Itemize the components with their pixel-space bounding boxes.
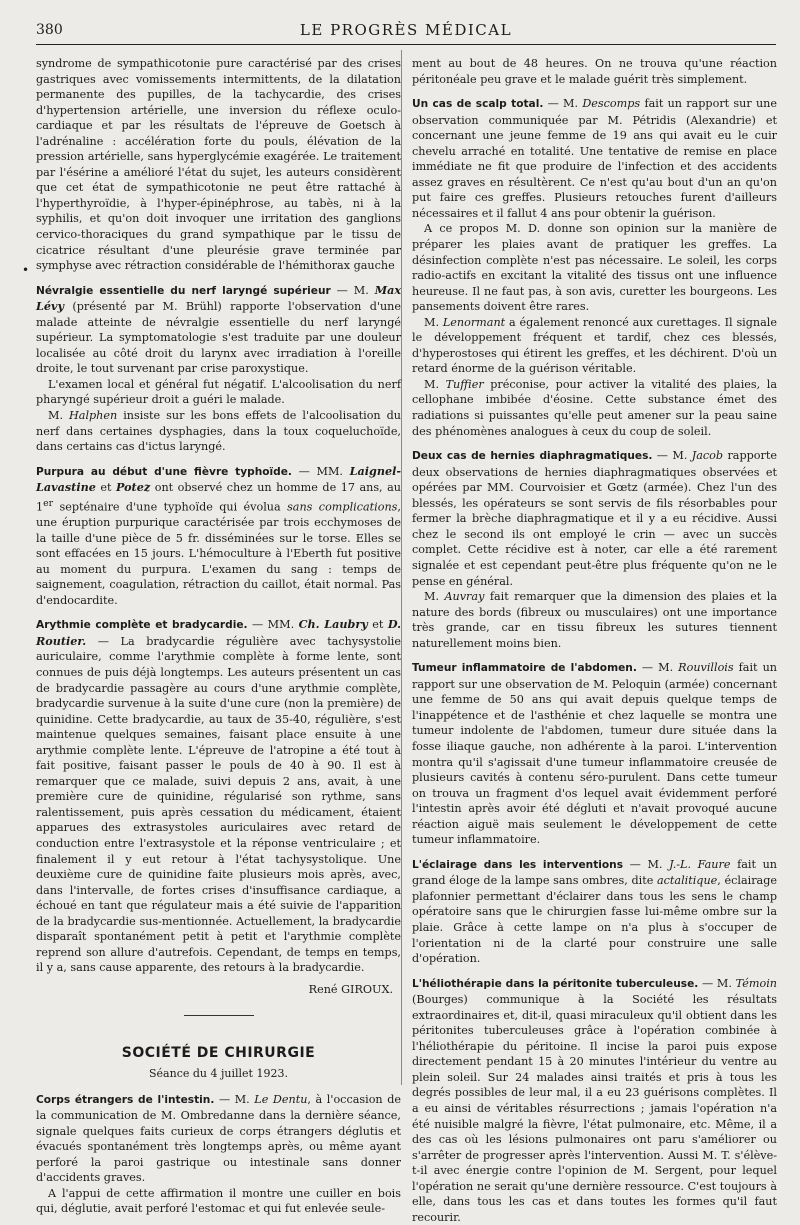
hernies-section [412, 448, 777, 589]
corps-para2: A l'appui de cette affirmation il montre une cuiller en bois qui, déglutie, avait perforé l'estomac et qui fut enlevée seule- [36, 1186, 401, 1216]
purpura-text-a: ont observé chez un homme de 17 ans, au 1 [36, 481, 401, 514]
scalp-para4 [412, 377, 777, 439]
tumeur-text: fait un rapport sur une observation de M. Peloquin (armée) concernant une femme de 50 ans qui avait depuis quelque temps de l'inappétence et de l'asthénie et chez laquelle se montra une tumeur indolente de l'abdomen, tumeur dure située dans la fosse iliaque gauche, non adhérente à la paroi. L'intervention montra qu'il s'agissait d'une tumeur inflammatoire creusée de plusieurs cavités à contenu séro-purulent. Dans cette tumeur on trouva un fragment d'os lequel avait évidemment perforé l'intestin après avoir été dégluti et n'avait provoqué aucune réaction aiguë mais seulement le développement de cette tumeur inflammatoire. [412, 661, 777, 847]
hernies-title: Deux cas de hernies diaphragmatiques. [412, 450, 653, 463]
running-head [36, 20, 776, 45]
purpura-italic: sans complications [287, 500, 398, 514]
hernies-text: rapporte deux observations de hernies diaphragmatiques observées et opérées par MM. Courvoisier et Gœtz (armée). Chez l'un des blessés, les opérateurs se sont servis de fils résorbables pour fermer la brèche diaphragmatique et il y a eu récidive. Aussi chez le second ils ont employé le crin — avec un succès complet. Cette récidive est à noter, car elle a été rarement signalée et est cependant peut-être plus fréquente qu'on ne le pense en général. [412, 449, 777, 588]
hernies-para2-text: fait remarquer que la dimension des plaies et la nature des bords (fibreux ou musculaires) ont une importance très grande, car en tissu fibreux les sutures tiennent naturellement moins bien. [412, 590, 777, 650]
right-column [412, 56, 777, 1225]
scalp-para4-text: préconise, pour activer la vitalité des plaies, la cellophane imbibée d'éosine. Cette substance émet des radiations si puissantes qu'elle peut amener sur la peau saine des phénomènes analogues à ceux du coup de soleil. [412, 377, 777, 438]
scalp-para3-text: a également renoncé aux curettages. Il signale le développement fréquent et tardif, chez ces blessés, d'hyperostoses qui étirent les greffes, et les déchirent. D'où un retard énorme de la guérison véritable. [412, 315, 777, 376]
helio-title: L'héliothérapie dans la péritonite tuberculeuse. [412, 977, 699, 990]
eclairage-text-a: fait un grand éloge de la lampe sans ombres, dite [412, 857, 777, 888]
arythmie-author1: Ch. Laubry [298, 617, 368, 632]
tumeur-title: Tumeur inflammatoire de l'abdomen. [412, 662, 637, 675]
corps-section [36, 1092, 401, 1186]
hernies-para2-prefix: M. [424, 590, 445, 604]
scalp-para2: A ce propos M. D. donne son opinion sur la manière de préparer les plaies avant de pratiquer les greffes. La désinfection complète n'est pas nécessaire. Le soleil, les corps radio-actifs en excitant la vitalité des tissus ont une influence heureuse. Il ne faut pas, à son avis, curetter les bourgeons. Les pansements doivent être rares. [412, 222, 777, 314]
arythmie-text: — La bradycardie régulière avec tachysystolie auriculaire, comme l'arythmie complète à forme lente, sont connues de puis déjà longtemps. Les auteurs présentent un cas de bradycardie passagère au cours d'une arythmie complète, bradycardie survenue à la suite d'une cure (non la première) de quinidine. Cette bradycardie, au taux de 35-40, régulière, s'est maintenue quelques semaines, faisant place ensuite à une arythmie complète lente. L'épreuve de l'atropine a été tout à fait positive, faisant passer le pouls de 40 à 90. Il est à remarquer que ce malade, suivi depuis 2 ans, avait, à une première cure de quinidine, régularisé son rythme, sans ralentissement, puis après cessation du médicament, étaient apparues des extrasystoles auriculaires avec retard de conduction entre l'extrasystole et la réponse ventriculaire ; et finalement il y eut retour à l'état tachysystolique. Une deuxième cure de quinidine faite plusieurs mois après, avec, dans l'intervalle, de fortes crises d'insuffisance cardiaque, a échoué en tant que régulateur mais a été suivie de l'apparition de la bradycardie sus-mentionnée. Actuellement, la bradycardie disparaît spontanément petit à petit et l'arythmie complète reprend son allure d'autrefois. Cependant, de temps en temps, il y a, sans cause apparente, des retours à la bradycardie. [36, 634, 401, 975]
scalp-para3-prefix: M. [424, 315, 443, 329]
society-date: Séance du 4 juillet 1923. [149, 1067, 288, 1080]
tumeur-author: Rouvillois [678, 661, 734, 675]
nevralgie-para3-text: insiste sur les bons effets de l'alcoolisation du nerf dans certaines dysphagies, dans la toux coqueluchoïde, dans certains cas d'ictus laryngé. [36, 409, 401, 454]
arythmie-and: et [367, 618, 388, 632]
eclairage-text-b: , éclairage plafonnier permettant d'éclairer dans tous les sens le champ opératoire sans que le chirurgien fasse lui-même ombre sur la plaie. Grâce à cette lampe on n'a plus à s'occuper de l'orientation ni de la clarté pour construire une salle d'opération. [412, 874, 777, 966]
scalp-dash: — M. [543, 97, 583, 111]
purpura-section [36, 464, 401, 609]
nevralgie-text: (présenté par M. Brühl) rapporte l'observation d'une malade atteinte de névralgie essentielle du nerf laryngé supérieur. La symptomatologie s'est traduite par une douleur localisée au côté droit du larynx avec irradiation à l'oreille droite, le tout survenant par crise paroxystique. [36, 300, 401, 376]
corps-text: , à l'occasion de la communication de M. Ombredanne dans la dernière séance, signale quelques faits curieux de corps étrangers déglutis et évacués spontanément très longtemps après, ou même ayant perforé la paroi gastrique ou intestinale sans donner d'accidents graves. [36, 1092, 401, 1185]
hernies-para2-author: Auvray [444, 590, 485, 604]
signature: René GIROUX. [308, 982, 393, 996]
tumeur-dash: — M. [636, 661, 679, 675]
scalp-author: Descomps [582, 97, 641, 111]
left-column [36, 56, 401, 1217]
scalp-para4-prefix: M. [424, 377, 446, 391]
society-heading: SOCIÉTÉ DE CHIRURGIE [121, 1045, 316, 1062]
purpura-and: et [95, 481, 116, 495]
corps-author: Le Dentu [254, 1092, 308, 1106]
eclairage-italic: actalitique [656, 874, 718, 888]
purpura-text-b: septénaire d'une typhoïde qui évolua [53, 500, 288, 514]
scalp-para3-author: Lenormant [442, 315, 506, 329]
tumeur-section [412, 660, 777, 848]
scalp-section [412, 96, 777, 221]
eclairage-title: L'éclairage dans les interventions [412, 858, 624, 871]
eclairage-author: J.-L. Faure [669, 857, 731, 871]
helio-section [412, 976, 777, 1225]
arythmie-dash: — MM. [247, 618, 299, 632]
nevralgie-para2: L'examen local et général fut négatif. L'alcoolisation du nerf pharyngé supérieur droit a guéri le malade. [36, 377, 401, 407]
helio-author: Témoin [735, 976, 777, 990]
scalp-para4-author: Tuffier [445, 377, 484, 391]
purpura-author2: Potez [115, 480, 151, 495]
opening-paragraph: syndrome de sympathicotonie pure caractérisé par des crises gastriques avec vomissements intermittents, de la dilatation permanente des pupilles, de la tachycardie, des crises d'hypertension artérielle, une inversion du réflexe oculo-cardiaque et par les résultats de l'épreuve de Goetsch à l'adrénaline : accélération forte du pouls, élévation de la pression artérielle, sans hyperglycémie exagérée. Le traitement par l'ésérine a amélioré l'état du sujet, les auteurs considèrent que cet état de sympathicotonie ne peut être rattaché à l'hyperthyroïdie, à l'hyper-épinéphrose, au tabès, ni à la syphilis, et qu'on doit invoquer une irritation des ganglions cervico-thoraciques du grand sympathique par le tissu de cicatrice résultant d'une pleurésie grave terminée par symphyse avec rétraction considérable de l'hémithorax gauche [36, 57, 401, 273]
hernies-dash: — M. [652, 449, 692, 463]
hernies-author: Jacob [691, 449, 724, 463]
nevralgie-para3 [36, 408, 401, 455]
scalp-text: fait un rapport sur une observation communiquée par M. Pétridis (Alexandrie) et concernant une jeune femme de 19 ans qui avait eu le cuir chevelu arraché en totalité. Une tentative de remise en place immédiate ne fit que produire de l'infection et des accidents assez graves en résultèrent. Ce n'est qu'au bout d'un an qu'on put faire ces greffes. Plusieurs retouches furent d'ailleurs nécessaires et il fallut 4 ans pour obtenir la guérison. [412, 97, 777, 220]
eclairage-dash: — M. [623, 857, 670, 871]
nevralgie-author: Max Lévy [36, 282, 401, 314]
purpura-text-c: , une éruption purpurique caractérisée par trois ecchymoses de la taille d'une pièce de 5 fr. disséminées sur le torse. Elles se sont effacées en 15 jours. L'hémoculture à l'Eberth fut positive au moment du purpura. L'examen du sang : temps de saignement, coagulation, rétraction du caillot, était normal. Pas d'endocardite. [36, 500, 401, 607]
scalp-title: Un cas de scalp total. [412, 98, 544, 111]
column-divider [401, 50, 402, 1085]
hernies-para2 [412, 589, 777, 651]
nevralgie-para3-author: Halphen [69, 409, 118, 423]
nevralgie-para3-prefix: M. [48, 409, 70, 423]
corps-title: Corps étrangers de l'intestin. [36, 1093, 215, 1106]
journal-title: LE PROGRÈS MÉDICAL [299, 21, 513, 39]
nevralgie-section [36, 283, 401, 377]
scalp-para3 [412, 315, 777, 377]
nevralgie-dash: — M. [330, 283, 375, 297]
purpura-title: Purpura au début d'une fièvre typhoïde. [36, 465, 292, 478]
helio-dash: — M. [698, 976, 736, 990]
arythmie-section [36, 617, 401, 976]
page-number: 380 [36, 22, 63, 38]
continuation-paragraph: ment au bout de 48 heures. On ne trouva qu'une réaction péritonéale peu grave et le malade guérit très simplement. [412, 57, 777, 86]
arythmie-author2: D. Routier. [36, 617, 402, 648]
purpura-author1: Laignel-Lavastine [36, 463, 401, 495]
purpura-sup: er [43, 497, 54, 509]
arythmie-title: Arythmie complète et bradycardie. [36, 619, 248, 632]
section-separator [184, 1015, 254, 1016]
corps-dash: — M. [214, 1092, 255, 1106]
margin-bullet: • [22, 263, 30, 277]
nevralgie-title: Névralgie essentielle du nerf laryngé supérieur [36, 284, 331, 297]
purpura-dash: — MM. [291, 464, 350, 478]
helio-text: (Bourges) communique à la Société les résultats extraordinaires et, dit-il, quasi miraculeux qu'il obtient dans les péritonites tuberculeuses grâce à l'opération combinée à l'héliothérapie du péritoine. Il incise la paroi puis expose directement pendant 15 à 20 minutes l'intérieur du ventre au plein soleil. Sur 24 malades ainsi traités et pris à tous les degrés possibles de leur mal, il a eu 23 guérisons complètes. Il a eu ainsi de véritables résurrections ; jamais l'opération n'a été nuisible malgré la fièvre, l'état pulmonaire, etc. Même, il a des cas où les lésions pulmonaires ont paru s'améliorer ou s'arrêter de progresser après l'intervention. Aussi M. T. s'élève-t-il avec énergie contre l'opinion de M. Sergent, pour lequel l'opération ne serait qu'une dernière ressource. C'est toujours à elle, dans tous les cas et dans toutes les formes qu'il faut recourir. [412, 993, 777, 1224]
eclairage-section [412, 857, 777, 967]
